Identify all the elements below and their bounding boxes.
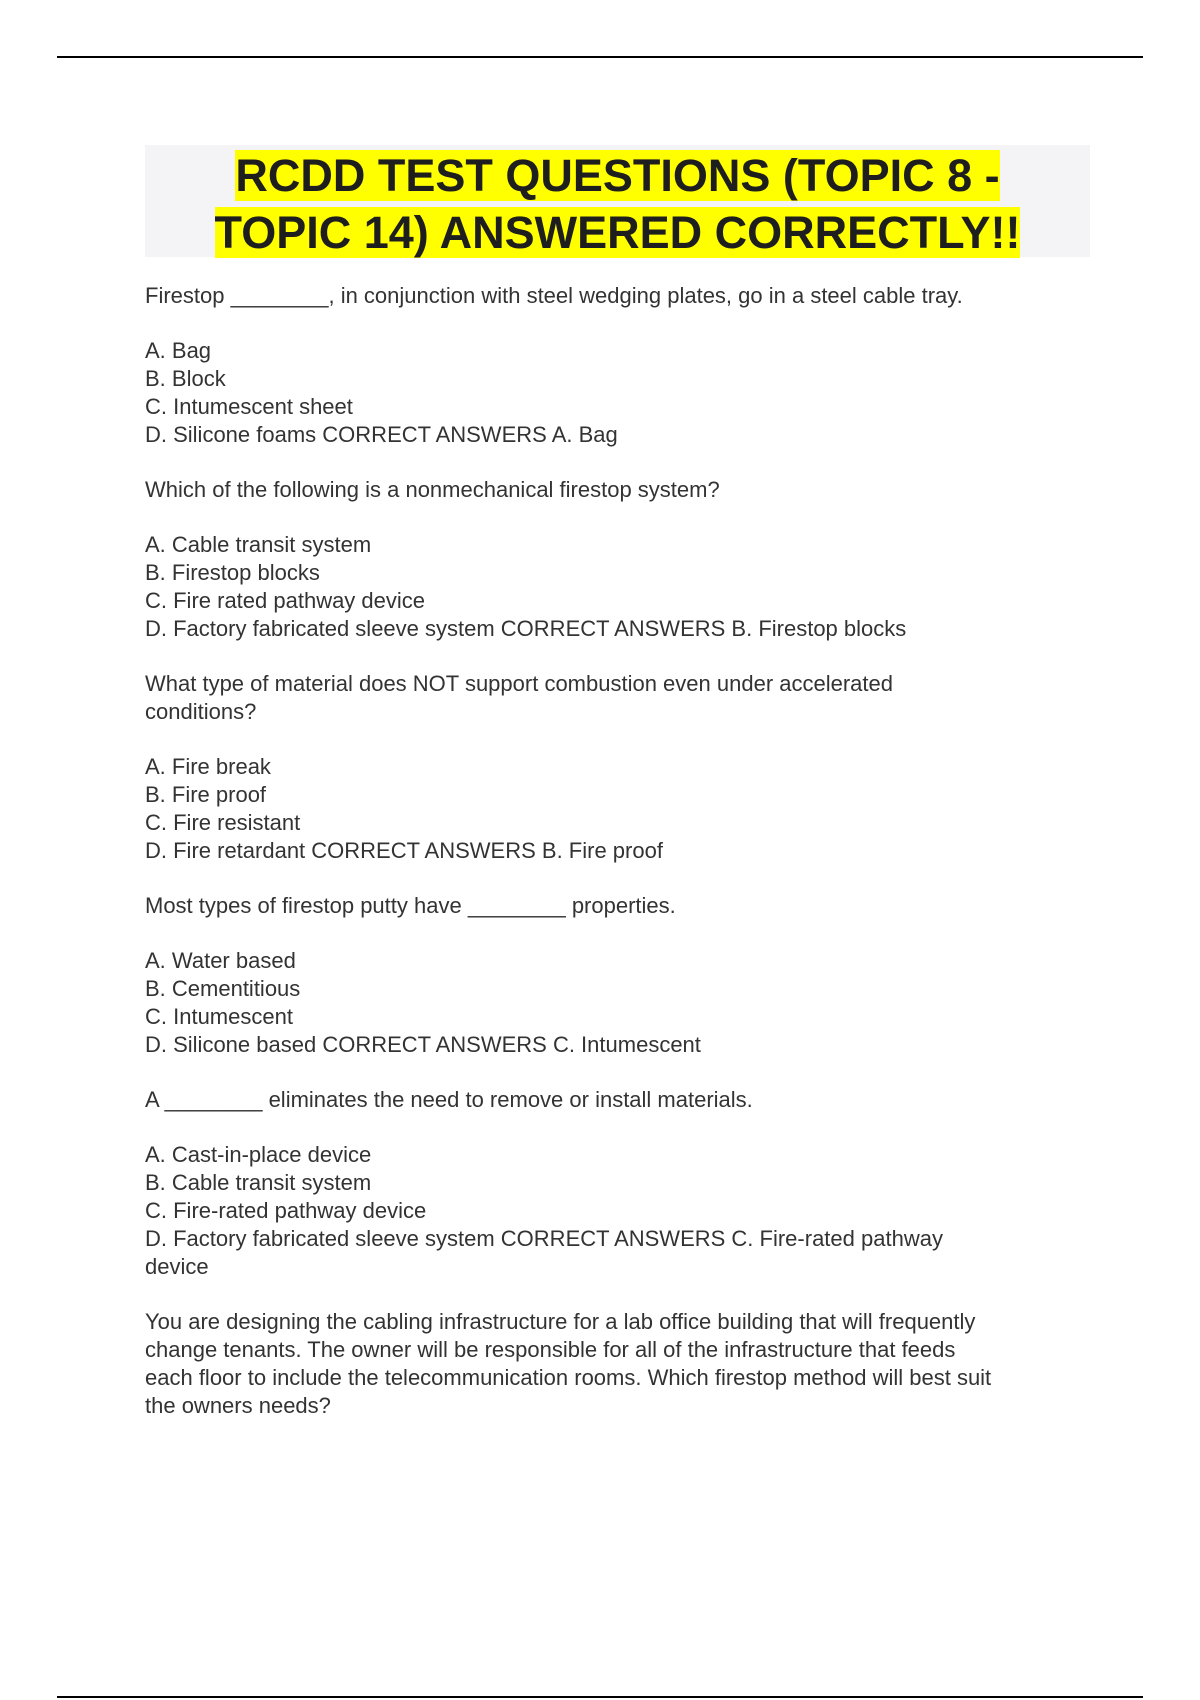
answer-option: A. Cast-in-place device — [145, 1142, 372, 1167]
question-block — [145, 1086, 1090, 1281]
question-text — [145, 1308, 1090, 1420]
answer-option: C. Intumescent sheet — [145, 394, 353, 419]
answer-option: C. Fire-rated pathway device — [145, 1198, 427, 1223]
answer-option: C. Fire rated pathway device — [145, 588, 426, 613]
answer-option: B. Fire proof — [145, 782, 267, 807]
answer-option: A. Cable transit system — [145, 532, 372, 557]
answer-option: D. Fire retardant CORRECT ANSWERS B. Fire proof — [145, 838, 663, 863]
answer-options — [145, 531, 1090, 643]
bottom-rule — [57, 1696, 1143, 1698]
question-list — [145, 282, 1090, 1420]
question-text — [145, 1086, 1090, 1114]
question-line: Which of the following is a nonmechanical firestop system? — [145, 477, 720, 502]
answer-option: D. Factory fabricated sleeve system CORRECT ANSWERS B. Firestop blocks — [145, 616, 907, 641]
answer-option: B. Block — [145, 366, 226, 391]
question-text — [145, 476, 1090, 504]
question-block — [145, 892, 1090, 1059]
title-line-1: RCDD TEST QUESTIONS (TOPIC 8 - — [235, 150, 1000, 201]
title-line-2: TOPIC 14) ANSWERED CORRECTLY!! — [214, 207, 1021, 258]
answer-option: C. Intumescent — [145, 1004, 293, 1029]
question-line: Most types of firestop putty have ________ properties. — [145, 893, 676, 918]
question-line: the owners needs? — [145, 1393, 331, 1418]
question-text — [145, 670, 1090, 726]
answer-options — [145, 1141, 1090, 1281]
question-line: conditions? — [145, 699, 257, 724]
answer-option: A. Bag — [145, 338, 212, 363]
question-block — [145, 670, 1090, 865]
answer-option: B. Cable transit system — [145, 1170, 372, 1195]
top-rule — [57, 56, 1143, 58]
question-text — [145, 282, 1090, 310]
question-line: What type of material does NOT support combustion even under accelerated — [145, 671, 893, 696]
answer-option: D. Silicone based CORRECT ANSWERS C. Intumescent — [145, 1032, 701, 1057]
question-line: You are designing the cabling infrastructure for a lab office building that will frequently — [145, 1309, 976, 1334]
answer-option: device — [145, 1254, 209, 1279]
question-block — [145, 1308, 1090, 1420]
question-text — [145, 892, 1090, 920]
answer-option: A. Water based — [145, 948, 296, 973]
answer-option: C. Fire resistant — [145, 810, 301, 835]
answer-option: A. Fire break — [145, 754, 271, 779]
answer-option: B. Cementitious — [145, 976, 301, 1001]
question-line: each floor to include the telecommunication rooms. Which firestop method will best suit — [145, 1365, 992, 1390]
question-line: Firestop ________, in conjunction with steel wedging plates, go in a steel cable tray. — [145, 283, 963, 308]
document-title — [145, 145, 1090, 257]
document-body — [145, 145, 1090, 1447]
answer-options — [145, 753, 1090, 865]
question-line: change tenants. The owner will be responsible for all of the infrastructure that feeds — [145, 1337, 956, 1362]
question-line: A ________ eliminates the need to remove or install materials. — [145, 1087, 753, 1112]
question-block — [145, 282, 1090, 449]
answer-option: D. Factory fabricated sleeve system CORRECT ANSWERS C. Fire-rated pathway — [145, 1226, 943, 1251]
answer-option: B. Firestop blocks — [145, 560, 320, 585]
answer-options — [145, 947, 1090, 1059]
answer-options — [145, 337, 1090, 449]
question-block — [145, 476, 1090, 643]
answer-option: D. Silicone foams CORRECT ANSWERS A. Bag — [145, 422, 618, 447]
